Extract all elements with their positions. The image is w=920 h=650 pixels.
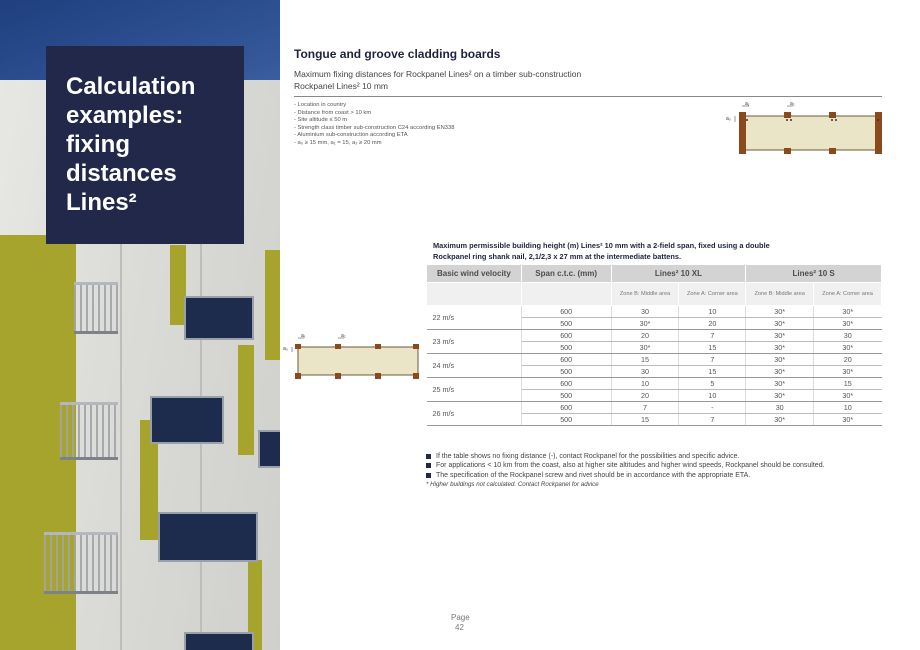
table-cell: 15	[611, 414, 679, 426]
note-item	[426, 471, 825, 480]
table-cell: 30*	[746, 378, 814, 390]
label-a2: a₂	[790, 101, 795, 107]
batten	[829, 112, 836, 118]
table-cell: 30*	[746, 366, 814, 378]
table-cell: 30*	[611, 342, 679, 354]
batten	[829, 148, 836, 154]
batten	[375, 344, 381, 349]
batten	[413, 344, 419, 349]
criteria-list	[294, 102, 454, 148]
label-a0: a₀	[726, 116, 731, 122]
note-item	[426, 461, 825, 470]
table-cell: 30*	[746, 354, 814, 366]
table-cell: 7	[679, 330, 746, 342]
wind-velocity-cell: 22 m/s	[427, 306, 522, 330]
fixing-diagram-middle	[282, 330, 422, 382]
batten	[784, 148, 791, 154]
wind-velocity-cell: 23 m/s	[427, 330, 522, 354]
blank-cell	[521, 283, 611, 306]
table-header-row	[427, 265, 882, 283]
bullet-square-icon	[426, 473, 431, 478]
criteria-item: - Strength class timber sub-construction C24 according EN338	[294, 124, 455, 131]
board	[298, 347, 418, 375]
label-a1: a₁	[301, 333, 306, 339]
wind-velocity-cell: 25 m/s	[427, 378, 522, 402]
table-cell: 600	[521, 402, 611, 414]
table-cell: 5	[679, 378, 746, 390]
batten	[335, 373, 341, 379]
window	[258, 430, 280, 468]
header-span: Span c.t.c. (mm)	[521, 265, 611, 283]
page-title: Calculation examples: fixing distances Lines²	[66, 73, 196, 216]
table-cell: 10	[611, 378, 679, 390]
table-cell: 15	[611, 354, 679, 366]
notes-list	[426, 452, 825, 480]
batten	[375, 373, 381, 379]
table-cell: 7	[679, 354, 746, 366]
table-cell: 30*	[746, 414, 814, 426]
table-cell: 30*	[746, 306, 814, 318]
table-row	[427, 378, 882, 390]
nail	[831, 119, 833, 121]
panel-joint	[120, 240, 122, 650]
table-cell: 20	[611, 330, 679, 342]
batten	[335, 344, 341, 349]
table-cell: 10	[679, 390, 746, 402]
table-cell: 10	[814, 402, 882, 414]
page-label: Page	[451, 613, 470, 622]
footnote: * Higher buildings not calculated. Contact Rockpanel for advice	[426, 481, 599, 488]
window	[150, 396, 224, 444]
zone-label: Zone B: Middle area	[611, 283, 679, 306]
table-cell: 500	[521, 390, 611, 402]
table-cell: 30*	[611, 318, 679, 330]
criteria-item: - a₀ ≥ 15 mm, a₁ = 15, a₂ ≥ 20 mm	[294, 139, 382, 146]
criteria-item: - Distance from coast > 10 km	[294, 109, 372, 116]
balcony-railing	[60, 402, 118, 460]
section-heading: Tongue and groove cladding boards	[294, 47, 501, 61]
window	[184, 296, 254, 340]
table-cell: 30*	[746, 390, 814, 402]
olive-panel	[238, 345, 254, 455]
table-cell: 30*	[746, 342, 814, 354]
table-cell: 30*	[746, 318, 814, 330]
table-cell: 20	[814, 354, 882, 366]
header-lines-xl: Lines² 10 XL	[611, 265, 746, 283]
batten	[739, 112, 746, 154]
table-caption-line: Rockpanel ring shank nail, 2,1/2,3 x 27 mm at the intermediate battens.	[433, 252, 682, 261]
zone-label: Zone A: Corner area	[679, 283, 746, 306]
product-label: Rockpanel Lines² 10 mm	[294, 81, 389, 91]
table-cell: 30	[611, 306, 679, 318]
balcony-railing	[74, 282, 118, 334]
note-item	[426, 452, 825, 461]
table-cell: 7	[611, 402, 679, 414]
table-cell: 30*	[814, 366, 882, 378]
table-cell: 500	[521, 414, 611, 426]
title-box	[46, 46, 244, 244]
wind-velocity-cell: 26 m/s	[427, 402, 522, 426]
table-cell: 15	[679, 366, 746, 378]
balcony-railing	[44, 532, 118, 594]
table-cell: 500	[521, 342, 611, 354]
bullet-square-icon	[426, 454, 431, 459]
table-row	[427, 402, 882, 414]
table-cell: 500	[521, 366, 611, 378]
olive-panel	[265, 250, 280, 360]
building-height-table	[426, 264, 882, 426]
table-row	[427, 330, 882, 342]
page-number: 42	[455, 623, 464, 632]
table-cell: 15	[679, 342, 746, 354]
criteria-item: - Aluminium sub-construction according ETA	[294, 132, 408, 139]
note-text: The specification of the Rockpanel screw and rivet should be in accordance with the appropriate ETA.	[436, 471, 751, 479]
criteria-item: - Location in country	[294, 102, 347, 108]
nail	[790, 119, 792, 121]
table-cell: 20	[611, 390, 679, 402]
batten	[875, 112, 882, 154]
table-cell: 500	[521, 318, 611, 330]
table-caption	[433, 240, 873, 262]
nail	[877, 119, 879, 121]
zone-label: Zone B: Middle area	[746, 283, 814, 306]
table-cell: 600	[521, 306, 611, 318]
section-subtitle: Maximum fixing distances for Rockpanel Lines² on a timber sub-construction	[294, 69, 582, 79]
wind-velocity-cell: 24 m/s	[427, 354, 522, 378]
table-cell: 30*	[814, 342, 882, 354]
table-cell: 30	[746, 402, 814, 414]
note-text: For applications < 10 km from the coast, also at higher site altitudes and higher wind speeds, Rockpanel should be consulted.	[436, 462, 825, 470]
table-cell: 600	[521, 378, 611, 390]
nail	[746, 119, 748, 121]
table-cell: 10	[679, 306, 746, 318]
note-text: If the table shows no fixing distance (-), contact Rockpanel for the possibilities and specific advice.	[436, 453, 740, 460]
table-cell: 600	[521, 330, 611, 342]
window	[158, 512, 258, 562]
table-cell: 30*	[814, 318, 882, 330]
table-caption-line: Maximum permissible building height (m) Lines² 10 mm with a 2-field span, fixed using a double	[433, 241, 770, 250]
table-cell: 30*	[814, 306, 882, 318]
table-cell: 30	[814, 330, 882, 342]
window	[184, 632, 254, 650]
nail	[786, 119, 788, 121]
table-cell: 20	[679, 318, 746, 330]
bullet-square-icon	[426, 463, 431, 468]
table-cell: 600	[521, 354, 611, 366]
table-cell: 7	[679, 414, 746, 426]
table-cell: 30	[611, 366, 679, 378]
blank-cell	[427, 283, 522, 306]
label-a0: a₀	[283, 346, 288, 352]
batten	[295, 344, 301, 349]
table-cell: 15	[814, 378, 882, 390]
divider	[294, 96, 882, 97]
criteria-item: - Site altitude ≤ 50 m	[294, 117, 348, 124]
fixing-diagram-top	[725, 100, 885, 158]
zone-label: Zone A: Corner area	[814, 283, 882, 306]
table-cell: -	[679, 402, 746, 414]
table-row	[427, 354, 882, 366]
board	[742, 116, 880, 150]
label-a2: a₂	[341, 333, 346, 339]
zone-row	[427, 283, 882, 306]
header-lines-s: Lines² 10 S	[746, 265, 882, 283]
nail	[835, 119, 837, 121]
table-cell: 30*	[814, 390, 882, 402]
label-a1: a₁	[745, 101, 750, 107]
table-row	[427, 306, 882, 318]
batten	[784, 112, 791, 118]
batten	[413, 373, 419, 379]
header-wind-velocity: Basic wind velocity	[427, 265, 522, 283]
batten	[295, 373, 301, 379]
table-cell: 30*	[746, 330, 814, 342]
table-cell: 30*	[814, 414, 882, 426]
